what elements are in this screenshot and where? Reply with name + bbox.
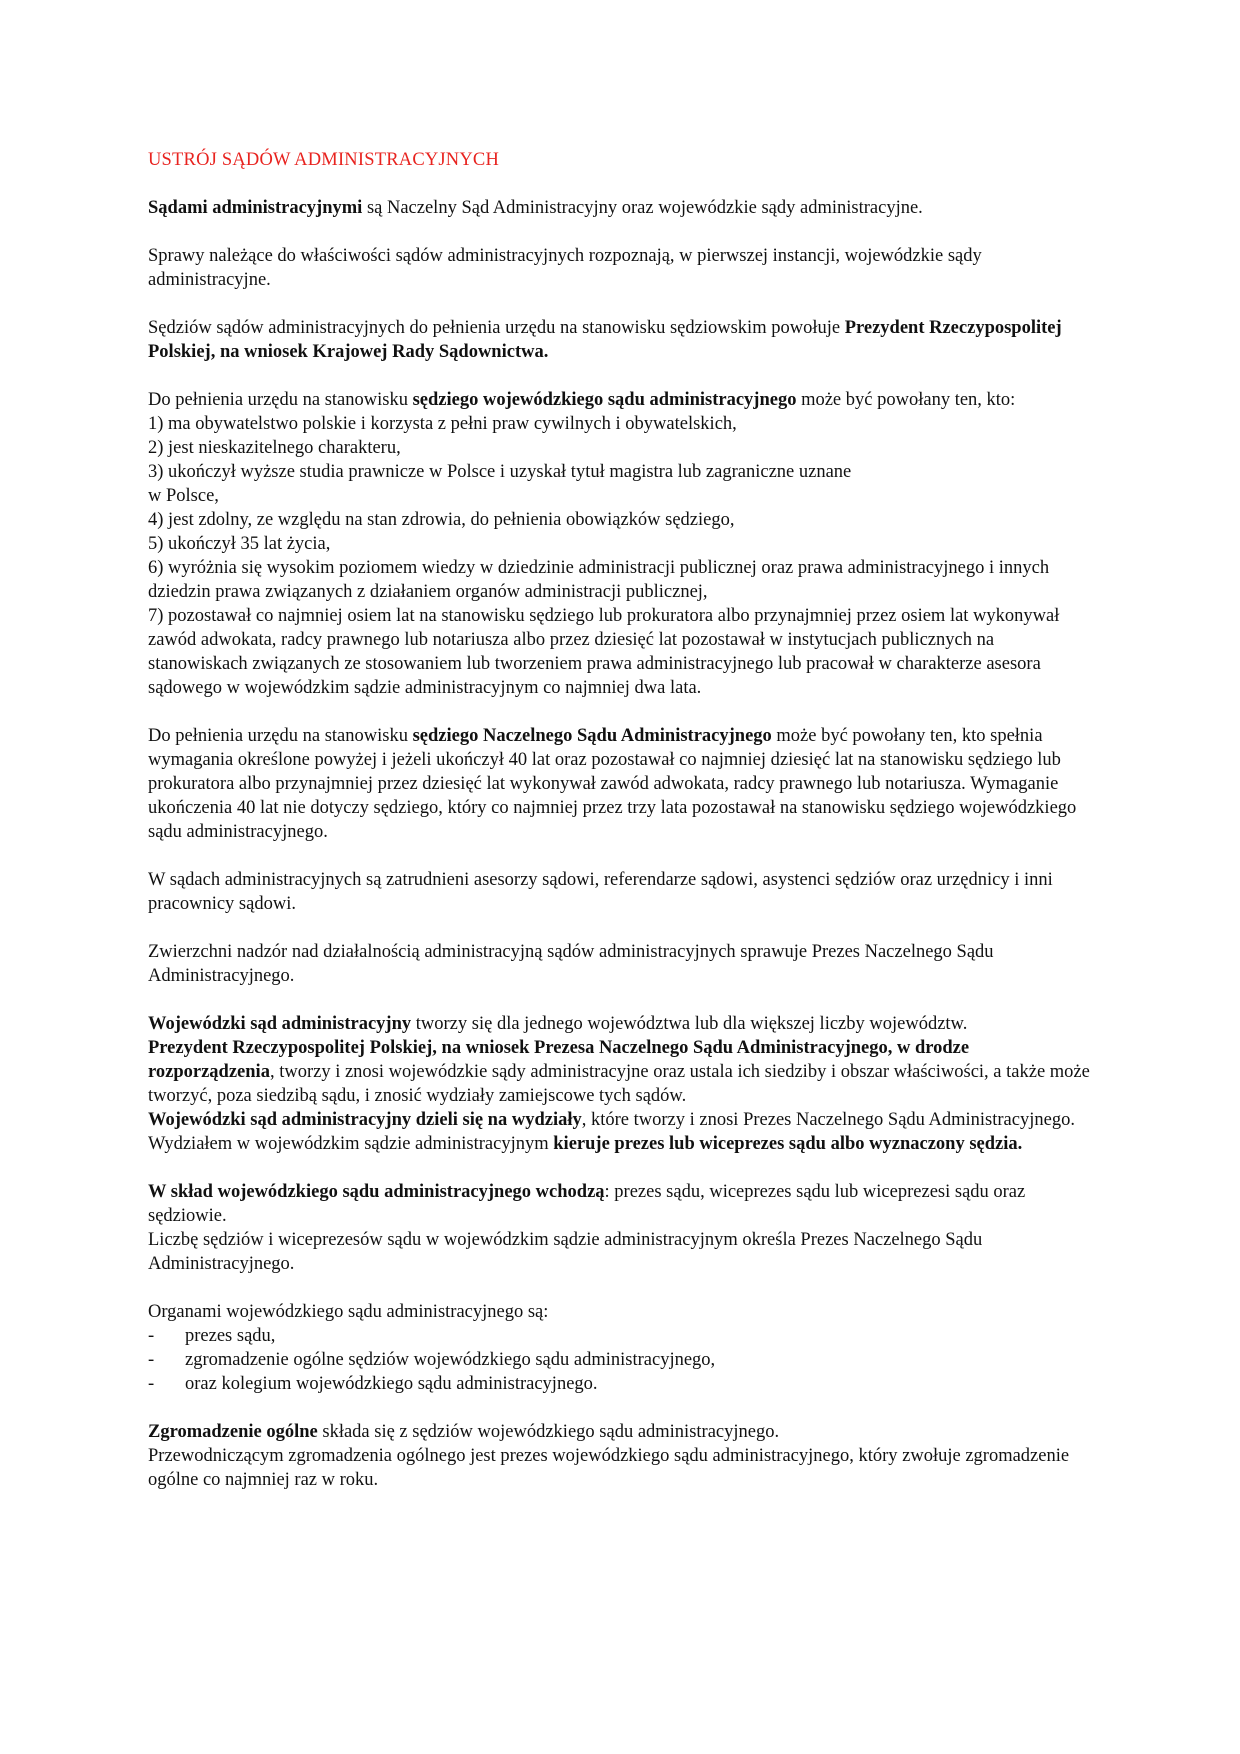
bold-text: Zgromadzenie ogólne bbox=[148, 1422, 318, 1442]
requirement-item: 5) ukończył 35 lat życia, bbox=[148, 534, 331, 554]
paragraph-regional-judge-requirements: Do pełnienia urzędu na stanowisku sędziego wojewódzkiego sądu administracyjnego może być powołany ten, kto: 1) ma obywatelstwo polskie i korzysta z pełni praw cywilnych i obywatelskich, 2) jest nieskazitelnego charakteru, 3) ukończył wyższe studia prawnicze w Polsce i uzyskał tytuł magistra lub zagraniczne uznane w Polsce, 4) jest zdolny, ze względu na stan zdrowia, do pełnienia obowiązków sędziego, 5) ukończył 35 lat życia, 6) wyróżnia się wysokim poziomem wiedzy w dziedzinie administracji publicznej oraz prawa administracyjnego i innych dziedzin prawa związanych z działaniem organów administracji publicznej, 7) pozostawał co najmniej osiem lat na stanowisku sędziego lub prokuratora albo przynajmniej przez osiem lat wykonywał zawód adwokata, radcy prawnego lub notariusza albo przez dziesięć lat pozostawał w instytucjach publicznych na stanowiskach związanych ze stosowaniem lub tworzeniem prawa administracyjnego lub pracował w charakterze asesora sądowego w wojewódzkim sądzie administracyjnym co najmniej dwa lata. bbox=[148, 388, 1090, 700]
bold-text: Sądami administracyjnymi bbox=[148, 198, 363, 218]
paragraph-general-assembly: Zgromadzenie ogólne składa się z sędziów wojewódzkiego sądu administracyjnego. Przewodniczącym zgromadzenia ogólnego jest prezes wojewódzkiego sądu administracyjnego, który zwołuje zgromadzenie ogólne co najmniej raz w roku. bbox=[148, 1422, 1070, 1490]
paragraph-appointment: Sędziów sądów administracyjnych do pełnienia urzędu na stanowisku sędziowskim powołuje Prezydent Rzeczypospolitej Polskiej, na wniosek Krajowej Rady Sądownictwa. bbox=[148, 318, 1062, 362]
requirement-item: 7) pozostawał co najmniej osiem lat na stanowisku sędziego lub prokuratora albo przynajmniej przez osiem lat wykonywał zawód adwokata, radcy prawnego lub notariusza albo przez dziesięć lat pozostawał w instytucjach publicznych na stanowiskach związanych ze stosowaniem lub tworzeniem prawa administracyjnego lub pracował w charakterze asesora sądowego w wojewódzkim sądzie administracyjnym co najmniej dwa lata. bbox=[148, 606, 1060, 698]
bold-text: Wojewódzki sąd administracyjny bbox=[148, 1014, 412, 1034]
requirement-item: 6) wyróżnia się wysokim poziomem wiedzy w dziedzinie administracji publicznej oraz prawa administracyjnego i innych dziedzin prawa związanych z działaniem organów administracji publicznej, bbox=[148, 558, 1050, 602]
requirement-item: w Polsce, bbox=[148, 486, 219, 506]
requirement-item: 1) ma obywatelstwo polskie i korzysta z pełni praw cywilnych i obywatelskich, bbox=[148, 414, 737, 434]
paragraph-nsa-judge-requirements: Do pełnienia urzędu na stanowisku sędziego Naczelnego Sądu Administracyjnego może być powołany ten, kto spełnia wymagania określone powyżej i jeżeli ukończył 40 lat oraz pozostawał co najmniej dziesięć lat na stanowisku sędziego lub prokuratora albo przynajmniej przez dziesięć lat wykonywał zawód adwokata, radcy prawnego lub notariusza. Wymaganie ukończenia 40 lat nie dotyczy sędziego, który co najmniej przez trzy lata pozostawał na stanowisku sędziego wojewódzkiego sądu administracyjnego. bbox=[148, 726, 1077, 842]
bold-text: kieruje prezes lub wiceprezes sądu albo wyznaczony sędzia. bbox=[553, 1134, 1023, 1154]
list-item: - zgromadzenie ogólne sędziów wojewódzkiego sądu administracyjnego, bbox=[148, 1350, 716, 1370]
paragraph-courts-definition: Sądami administracyjnymi są Naczelny Sąd Administracyjny oraz wojewódzkie sądy administracyjne. bbox=[148, 198, 923, 218]
organs-list bbox=[148, 1324, 1090, 1396]
paragraph-court-staff: W sądach administracyjnych są zatrudnieni asesorzy sądowi, referendarze sądowi, asystenci sędziów oraz urzędnicy i inni pracownicy sądowi. bbox=[148, 870, 1053, 914]
list-item: - prezes sądu, bbox=[148, 1326, 276, 1346]
bold-text: W skład wojewódzkiego sądu administracyjnego wchodzą bbox=[148, 1182, 605, 1202]
bold-text: Wojewódzki sąd administracyjny dzieli się na wydziały bbox=[148, 1110, 582, 1130]
bold-text: Prezydent Rzeczypospolitej Polskiej, na wniosek Prezesa Naczelnego Sądu Administracyjnego, w drodze rozporządzenia bbox=[148, 1038, 970, 1082]
paragraph-court-composition: W skład wojewódzkiego sądu administracyjnego wchodzą: prezes sądu, wiceprezes sądu lub wiceprezesi sądu oraz sędziowie. Liczbę sędziów i wiceprezesów sądu w wojewódzkim sądzie administracyjnym określa Prezes Naczelnego Sądu Administracyjnego. bbox=[148, 1182, 1026, 1274]
list-item: - oraz kolegium wojewódzkiego sądu administracyjnego. bbox=[148, 1374, 598, 1394]
paragraph-regional-court: Wojewódzki sąd administracyjny tworzy się dla jednego województwa lub dla większej liczby województw. Prezydent Rzeczypospolitej Polskiej, na wniosek Prezesa Naczelnego Sądu Administracyjnego, w drodze rozporządzenia, tworzy i znosi wojewódzkie sądy administracyjne oraz ustala ich siedziby i obszar właściwości, a także może tworzyć, poza siedzibą sądu, i znosić wydziały zamiejscowe tych sądów. Wojewódzki sąd administracyjny dzieli się na wydziały, które tworzy i znosi Prezes Naczelnego Sądu Administracyjnego. Wydziałem w wojewódzkim sądzie administracyjnym kieruje prezes lub wiceprezes sądu albo wyznaczony sędzia. bbox=[148, 1014, 1090, 1154]
requirement-item: 2) jest nieskazitelnego charakteru, bbox=[148, 438, 401, 458]
bold-text: sędziego Naczelnego Sądu Administracyjnego bbox=[412, 726, 772, 746]
paragraph-supervision: Zwierzchni nadzór nad działalnością administracyjną sądów administracyjnych sprawuje Prezes Naczelnego Sądu Administracyjnego. bbox=[148, 942, 994, 986]
bold-text: sędziego wojewódzkiego sądu administracyjnego bbox=[412, 390, 797, 410]
paragraph-jurisdiction: Sprawy należące do właściwości sądów administracyjnych rozpoznają, w pierwszej instancji, wojewódzkie sądy administracyjne. bbox=[148, 246, 982, 290]
bold-text: Prezydent Rzeczypospolitej Polskiej, na wniosek Krajowej Rady Sądownictwa. bbox=[148, 318, 1062, 362]
paragraph-court-organs: Organami wojewódzkiego sądu administracyjnego są: - prezes sądu, - zgromadzenie ogólne sędziów wojewódzkiego sądu administracyjnego, - oraz kolegium wojewódzkiego sądu administracyjnego. bbox=[148, 1300, 1090, 1396]
document-title: USTRÓJ SĄDÓW ADMINISTRACYJNYCH bbox=[148, 150, 500, 170]
requirement-item: 3) ukończył wyższe studia prawnicze w Polsce i uzyskał tytuł magistra lub zagraniczne uznane bbox=[148, 462, 852, 482]
requirement-item: 4) jest zdolny, ze względu na stan zdrowia, do pełnienia obowiązków sędziego, bbox=[148, 510, 735, 530]
